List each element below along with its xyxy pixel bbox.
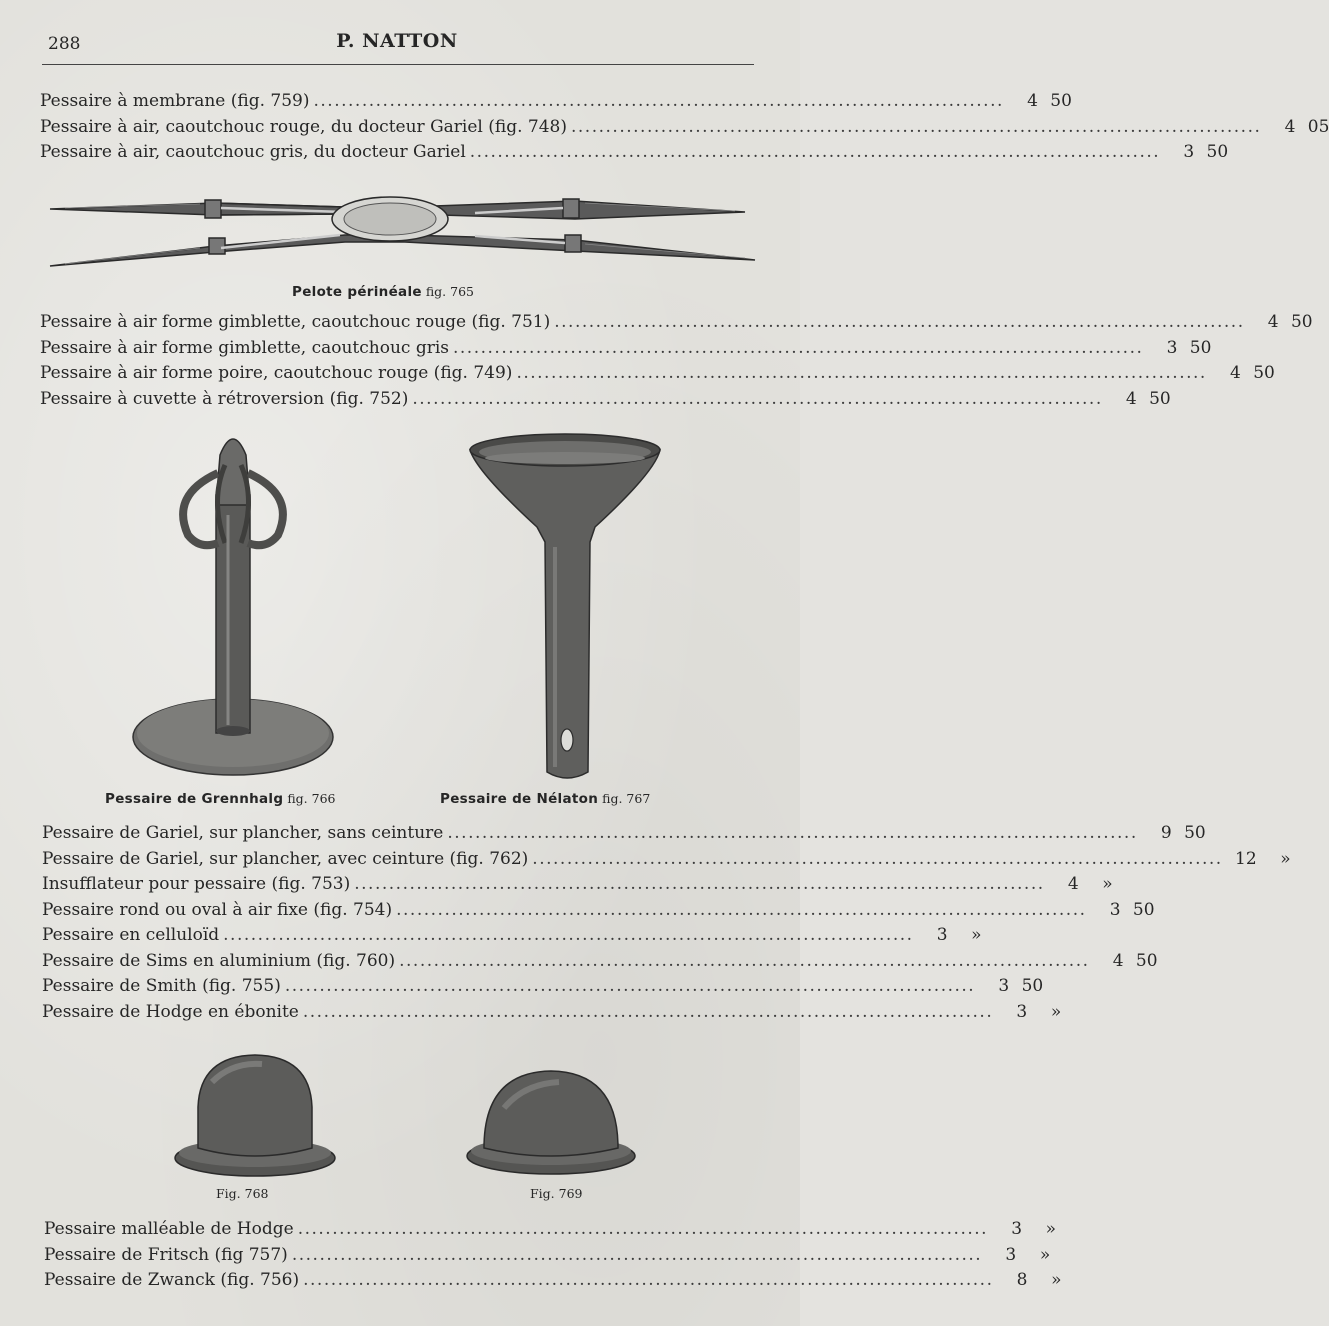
caption-title: Pelote périnéale: [292, 284, 422, 300]
list-item: [40, 89, 1072, 115]
item-price: 4 50: [1027, 91, 1072, 111]
list-item: [40, 361, 1275, 387]
item-label: Pessaire à cuvette à rétroversion (fig. 752): [40, 388, 409, 409]
list-item: [40, 140, 1229, 166]
leader-dots: ....................................................................................................: [284, 976, 976, 996]
list-item: [42, 923, 982, 949]
price-list-3: [42, 821, 1291, 1025]
leader-dots: ....................................................................................................: [354, 874, 1045, 894]
list-item: [44, 1243, 1051, 1269]
item-label: Pessaire de Gariel, sur plancher, sans ceinture: [42, 823, 444, 843]
item-label: Pessaire à air, caoutchouc gris, du docteur Gariel: [40, 142, 466, 162]
item-price: 3 50: [1166, 337, 1212, 358]
caption-title: Pessaire de Nélaton: [440, 791, 599, 807]
item-label: Pessaire de Smith (fig. 755): [42, 976, 281, 996]
list-item: [40, 115, 1329, 141]
item-label: Pessaire à air forme gimblette, caoutchouc gris: [40, 337, 449, 358]
item-label: Pessaire rond ou oval à air fixe (fig. 754): [42, 899, 393, 920]
page-number: 288: [48, 34, 81, 54]
item-label: Pessaire de Hodge en ébonite: [42, 1001, 299, 1022]
item-label: Pessaire de Fritsch (fig 757): [44, 1244, 288, 1265]
nelaton-pessary-illustration: [465, 432, 665, 786]
list-item: [42, 974, 1044, 1000]
item-label: Insufflateur pour pessaire (fig. 753): [42, 874, 351, 894]
header-rule: [42, 64, 754, 65]
leader-dots: ....................................................................................................: [532, 848, 1223, 869]
list-item: [44, 1268, 1062, 1294]
fig-number: Fig. 769: [530, 1186, 583, 1201]
list-item: [42, 872, 1113, 898]
list-item: [42, 898, 1155, 924]
fig-number: fig. 766: [287, 791, 336, 806]
item-label: Pessaire à air, caoutchouc rouge, du docteur Gariel (fig. 748): [40, 116, 567, 137]
item-price: 3 50: [1109, 899, 1155, 920]
leader-dots: ....................................................................................................: [297, 1219, 989, 1239]
item-label: Pessaire de Zwanck (fig. 756): [44, 1270, 300, 1290]
leader-dots: ....................................................................................................: [554, 312, 1245, 332]
price-list-2: [40, 310, 1313, 412]
item-label: Pessaire à membrane (fig. 759): [40, 91, 310, 111]
list-item: [40, 310, 1313, 336]
running-title: P. NATTON: [336, 30, 458, 52]
leader-dots: ....................................................................................................: [303, 1270, 994, 1290]
item-price: 3 50: [1183, 142, 1229, 162]
leader-dots: ....................................................................................................: [412, 388, 1103, 409]
list-item: [40, 336, 1212, 362]
item-label: Pessaire de Sims en aluminium (fig. 760): [42, 950, 396, 971]
leader-dots: ....................................................................................................: [516, 363, 1207, 383]
fig-769-cap-illustration: [464, 1068, 638, 1178]
item-price: 4 50: [1230, 363, 1275, 383]
item-price: 4 »: [1067, 874, 1113, 894]
list-item: [42, 821, 1206, 847]
item-price: 8 »: [1016, 1270, 1062, 1290]
item-label: Pessaire à air forme gimblette, caoutchouc rouge (fig. 751): [40, 312, 551, 332]
item-price: 3 »: [936, 925, 982, 945]
list-item: [42, 1000, 1062, 1026]
leader-dots: ....................................................................................................: [453, 337, 1144, 358]
fig-765-caption: [292, 284, 474, 300]
item-price: 12 »: [1235, 848, 1291, 869]
item-price: 9 50: [1160, 823, 1206, 843]
leader-dots: ....................................................................................................: [399, 950, 1090, 971]
leader-dots: ....................................................................................................: [313, 91, 1004, 111]
fig-number: fig. 767: [602, 791, 651, 806]
fig-number: fig. 765: [425, 284, 474, 299]
leader-dots: ....................................................................................................: [571, 116, 1262, 137]
fig-769-caption: [530, 1186, 582, 1202]
leader-dots: ....................................................................................................: [223, 925, 914, 945]
fig-768-cap-illustration: [172, 1052, 338, 1180]
perineal-pad-illustration: [45, 188, 760, 272]
caption-title: Pessaire de Grennhalg: [105, 791, 284, 807]
item-label: Pessaire en celluloïd: [42, 925, 220, 945]
fig-number: Fig. 768: [216, 1186, 269, 1201]
list-item: [44, 1217, 1057, 1243]
list-item: [42, 847, 1291, 873]
item-price: 4 50: [1125, 388, 1171, 409]
fig-766-caption: [105, 791, 335, 807]
fig-767-caption: [440, 791, 650, 807]
price-list-1: [40, 89, 1329, 166]
item-label: Pessaire à air forme poire, caoutchouc rouge (fig. 749): [40, 363, 513, 383]
item-price: 3 »: [1011, 1219, 1057, 1239]
item-price: 3 50: [998, 976, 1044, 996]
item-price: 3 »: [1005, 1244, 1051, 1265]
price-list-4: [44, 1217, 1062, 1294]
list-item: [40, 387, 1171, 413]
leader-dots: ....................................................................................................: [447, 823, 1138, 843]
list-item: [42, 949, 1158, 975]
leader-dots: ....................................................................................................: [291, 1244, 983, 1265]
item-price: 4 50: [1112, 950, 1158, 971]
item-price: 3 »: [1016, 1001, 1062, 1022]
leader-dots: ....................................................................................................: [302, 1001, 994, 1022]
leader-dots: ....................................................................................................: [469, 142, 1161, 162]
grennhalg-pessary-illustration: [130, 425, 340, 785]
item-price: 4 05: [1284, 116, 1329, 137]
leader-dots: ....................................................................................................: [396, 899, 1087, 920]
item-price: 4 50: [1267, 312, 1313, 332]
item-label: Pessaire de Gariel, sur plancher, avec ceinture (fig. 762): [42, 848, 529, 869]
item-label: Pessaire malléable de Hodge: [44, 1219, 294, 1239]
page-header: [42, 30, 752, 60]
fig-768-caption: [216, 1186, 268, 1202]
